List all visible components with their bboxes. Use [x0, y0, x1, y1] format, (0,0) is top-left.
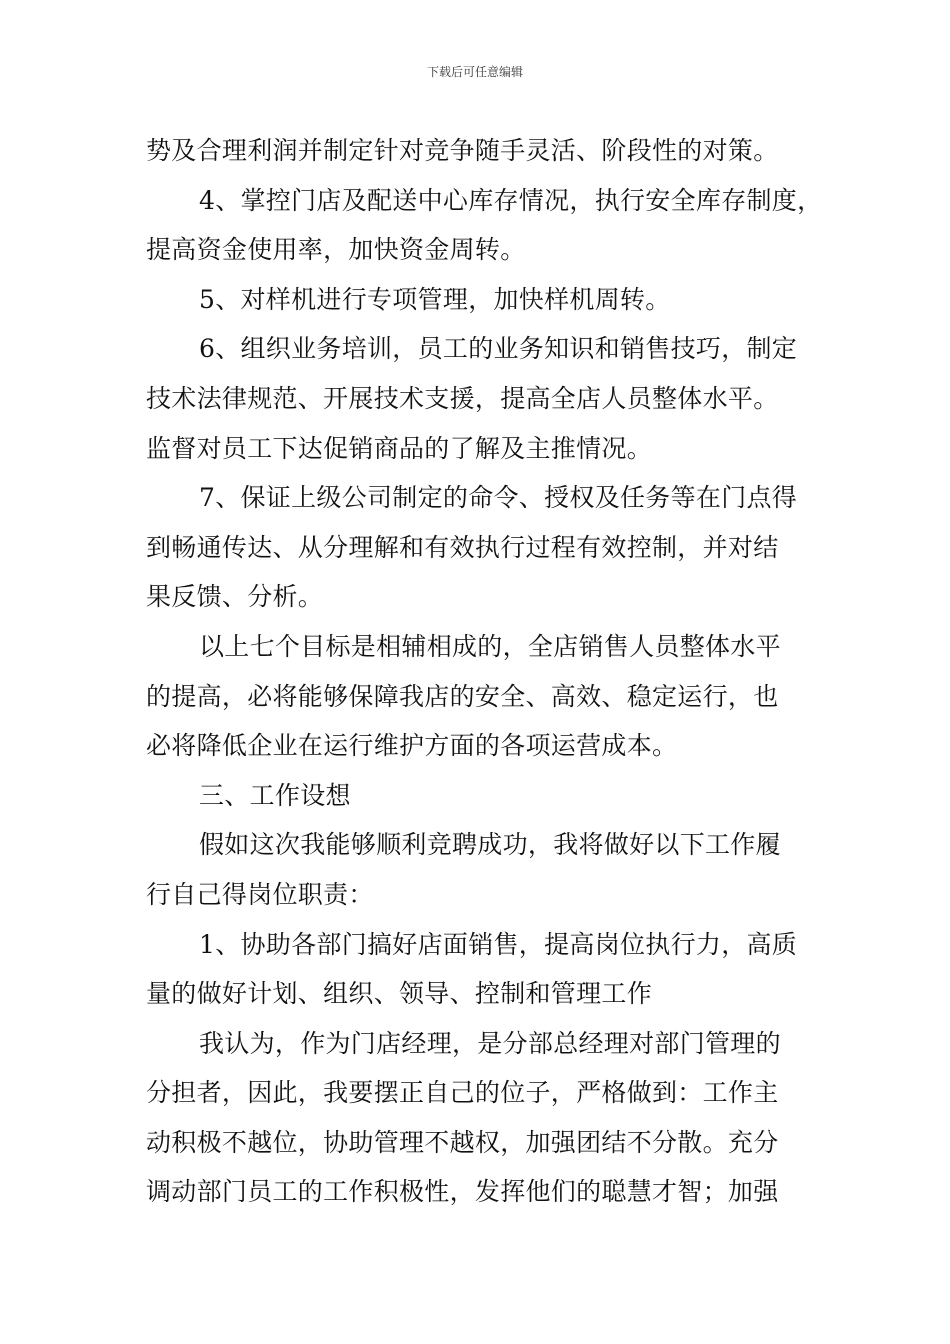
text-line-17: 1、协助各部门搞好店面销售，提高岗位执行力，高质 — [199, 929, 798, 959]
text-line-13: 必将降低企业在运行维护方面的各项运营成本。 — [146, 731, 678, 761]
text-line-19: 我认为，作为门店经理，是分部总经理对部门管理的 — [199, 1028, 781, 1058]
text-line-6: 技术法律规范、开展技术支援，提高全店人员整体水平。 — [146, 383, 779, 413]
text-line-11: 以上七个目标是相辅相成的，全店销售人员整体水平 — [199, 631, 781, 661]
text-line-8: 7、保证上级公司制定的命令、授权及任务等在门点得 — [199, 483, 798, 513]
text-line-10: 果反馈、分析。 — [146, 582, 324, 612]
text-line-3: 提高资金使用率，加快资金周转。 — [146, 235, 526, 265]
text-line-4: 5、对样机进行专项管理，加快样机周转。 — [199, 284, 671, 314]
section-heading: 三、工作设想 — [199, 780, 351, 810]
text-line-22: 调动部门员工的工作积极性，发挥他们的聪慧才智；加强 — [146, 1177, 779, 1207]
text-line-21: 动积极不越位，协助管理不越权，加强团结不分散。充分 — [146, 1127, 779, 1157]
page-header: 下载后可任意编辑 — [426, 65, 523, 79]
text-line-18: 量的做好计划、组织、领导、控制和管理工作 — [146, 979, 653, 1009]
text-line-20: 分担者，因此，我要摆正自己的位子，严格做到：工作主 — [146, 1078, 779, 1108]
text-line-2: 4、掌控门店及配送中心库存情况，执行安全库存制度， — [199, 185, 823, 215]
document-body — [146, 126, 826, 1217]
text-line-9: 到畅通传达、从分理解和有效执行过程有效控制，并对结 — [146, 532, 779, 562]
text-line-7: 监督对员工下达促销商品的了解及主推情况。 — [146, 433, 653, 463]
text-line-12: 的提高，必将能够保障我店的安全、高效、稳定运行，也 — [146, 681, 779, 711]
text-line-1: 势及合理利润并制定针对竞争随手灵活、阶段性的对策。 — [146, 136, 779, 165]
text-line-5: 6、组织业务培训，员工的业务知识和销售技巧，制定 — [199, 334, 798, 364]
text-line-16: 行自己得岗位职责： — [146, 879, 374, 909]
text-line-15: 假如这次我能够顺利竞聘成功，我将做好以下工作履 — [199, 830, 781, 860]
